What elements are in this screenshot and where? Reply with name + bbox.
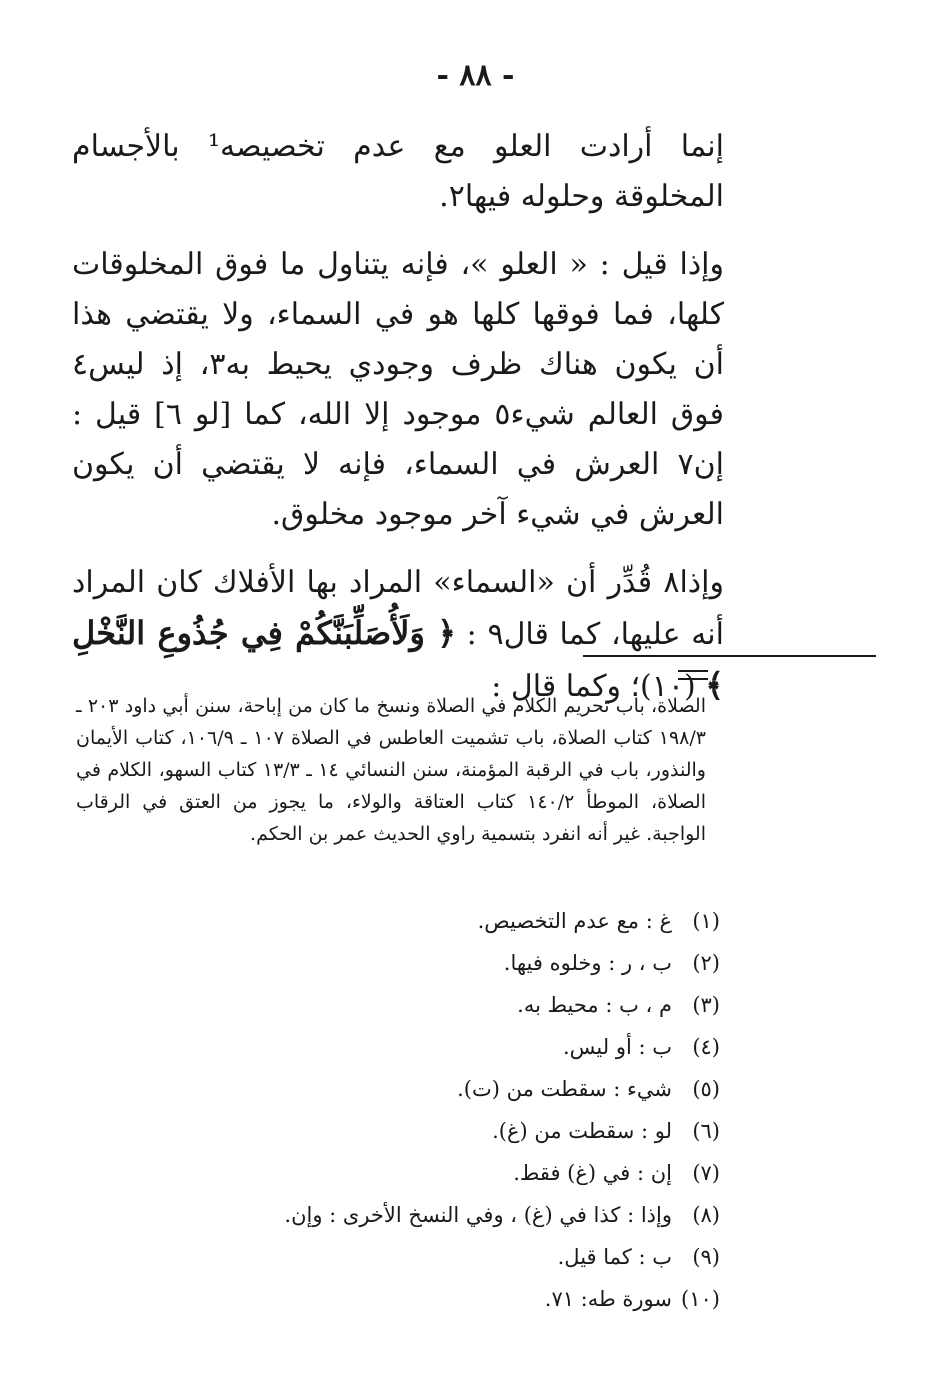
footnote-text: إن : في (غ) فقط. bbox=[513, 1161, 672, 1185]
footnote-number: (٢) bbox=[692, 951, 720, 975]
paragraph-1: إنما أرادت العلو مع عدم تخصيصه¹ بالأجسام المخلوقة وحلوله فيها٢. bbox=[72, 129, 724, 214]
footnote-text: شيء : سقطت من (ت). bbox=[457, 1077, 672, 1101]
footnote-number: (١) bbox=[692, 909, 720, 933]
footnote-number: (٩) bbox=[692, 1245, 720, 1269]
main-text bbox=[72, 122, 724, 712]
footnote-item bbox=[120, 1194, 720, 1236]
footnote-number: (٧) bbox=[692, 1161, 720, 1185]
footnote-text: ب ، ر : وخلوه فيها. bbox=[503, 951, 672, 975]
footnote-separator bbox=[583, 655, 876, 657]
paragraph-2: وإذا قيل : « العلو »، فإنه يتناول ما فوق المخلوقات كلها، فما فوقها كلها هو في السماء، ولا يقتضي هذا أن يكون هناك ظرف وجودي يحيط به٣، إذ ليس٤ فوق العالم شيء٥ موجود إلا الله، كما [لو ٦] قيل : إن٧ العرش في السماء، فإنه لا يقتضي أن يكون العرش في شيء آخر موجود مخلوق. bbox=[72, 247, 724, 532]
footnotes-list bbox=[120, 900, 720, 1320]
footnote-number: (١٠) bbox=[681, 1287, 720, 1311]
footnote-text: ب : كما قيل. bbox=[557, 1245, 672, 1269]
footnote-item bbox=[120, 942, 720, 984]
footnote-text: سورة طه: ٧١. bbox=[544, 1287, 672, 1311]
footnote-text: م ، ب : محيط به. bbox=[517, 993, 672, 1017]
footnote-number: (٣) bbox=[692, 993, 720, 1017]
continued-footnote bbox=[76, 690, 706, 850]
quran-verse: ﴿ وَلَأُصَلِّبَنَّكُمْ فِي جُذُوعِ النَّخْلِ ﴾ bbox=[72, 614, 724, 704]
paragraph-3-intro: وإذا٨ قُدِّر أن «السماء» المراد بها الأفلاك كان المراد أنه عليها، كما قال٩ : bbox=[72, 565, 724, 652]
footnote-item bbox=[120, 1068, 720, 1110]
footnote-text: غ : مع عدم التخصيص. bbox=[477, 909, 672, 933]
continuation-mark bbox=[678, 670, 708, 680]
footnote-item bbox=[120, 1236, 720, 1278]
footnote-item bbox=[120, 1026, 720, 1068]
footnote-item bbox=[120, 1278, 720, 1320]
footnote-item bbox=[120, 900, 720, 942]
paragraph-3-ending: (١٠)؛ وكما قال : bbox=[491, 669, 696, 704]
page-number: - ٨٨ - bbox=[436, 58, 515, 93]
footnote-number: (٤) bbox=[692, 1035, 720, 1059]
footnote-text: ب : أو ليس. bbox=[562, 1035, 672, 1059]
footnote-item bbox=[120, 984, 720, 1026]
footnote-item bbox=[120, 1152, 720, 1194]
footnote-item bbox=[120, 1110, 720, 1152]
paragraph-3 bbox=[72, 558, 724, 712]
continued-footnote-text: الصلاة، باب تحريم الكلام في الصلاة ونسخ ما كان من إباحة، سنن أبي داود ٢٠٣ ـ ١٩٨/٣ كتاب الصلاة، باب تشميت العاطس في الصلاة ١٠٧ ـ ١٠٦/٩، كتاب الأيمان والنذور، باب في الرقبة المؤمنة، سنن النسائي ١٤ ـ ١٣/٣ كتاب السهو، الكلام في الصلاة، الموطأ ١٤٠/٢ كتاب العتاقة والولاء، ما يجوز من العتق في الرقاب الواجبة. غير أنه انفرد بتسمية راوي الحديث عمر بن الحكم. bbox=[76, 695, 706, 845]
footnote-text: وإذا : كذا في (غ) ، وفي النسخ الأخرى : وإن. bbox=[284, 1203, 672, 1227]
footnote-text: لو : سقطت من (غ). bbox=[492, 1119, 672, 1143]
footnote-number: (٨) bbox=[692, 1203, 720, 1227]
footnote-number: (٦) bbox=[692, 1119, 720, 1143]
footnote-number: (٥) bbox=[692, 1077, 720, 1101]
